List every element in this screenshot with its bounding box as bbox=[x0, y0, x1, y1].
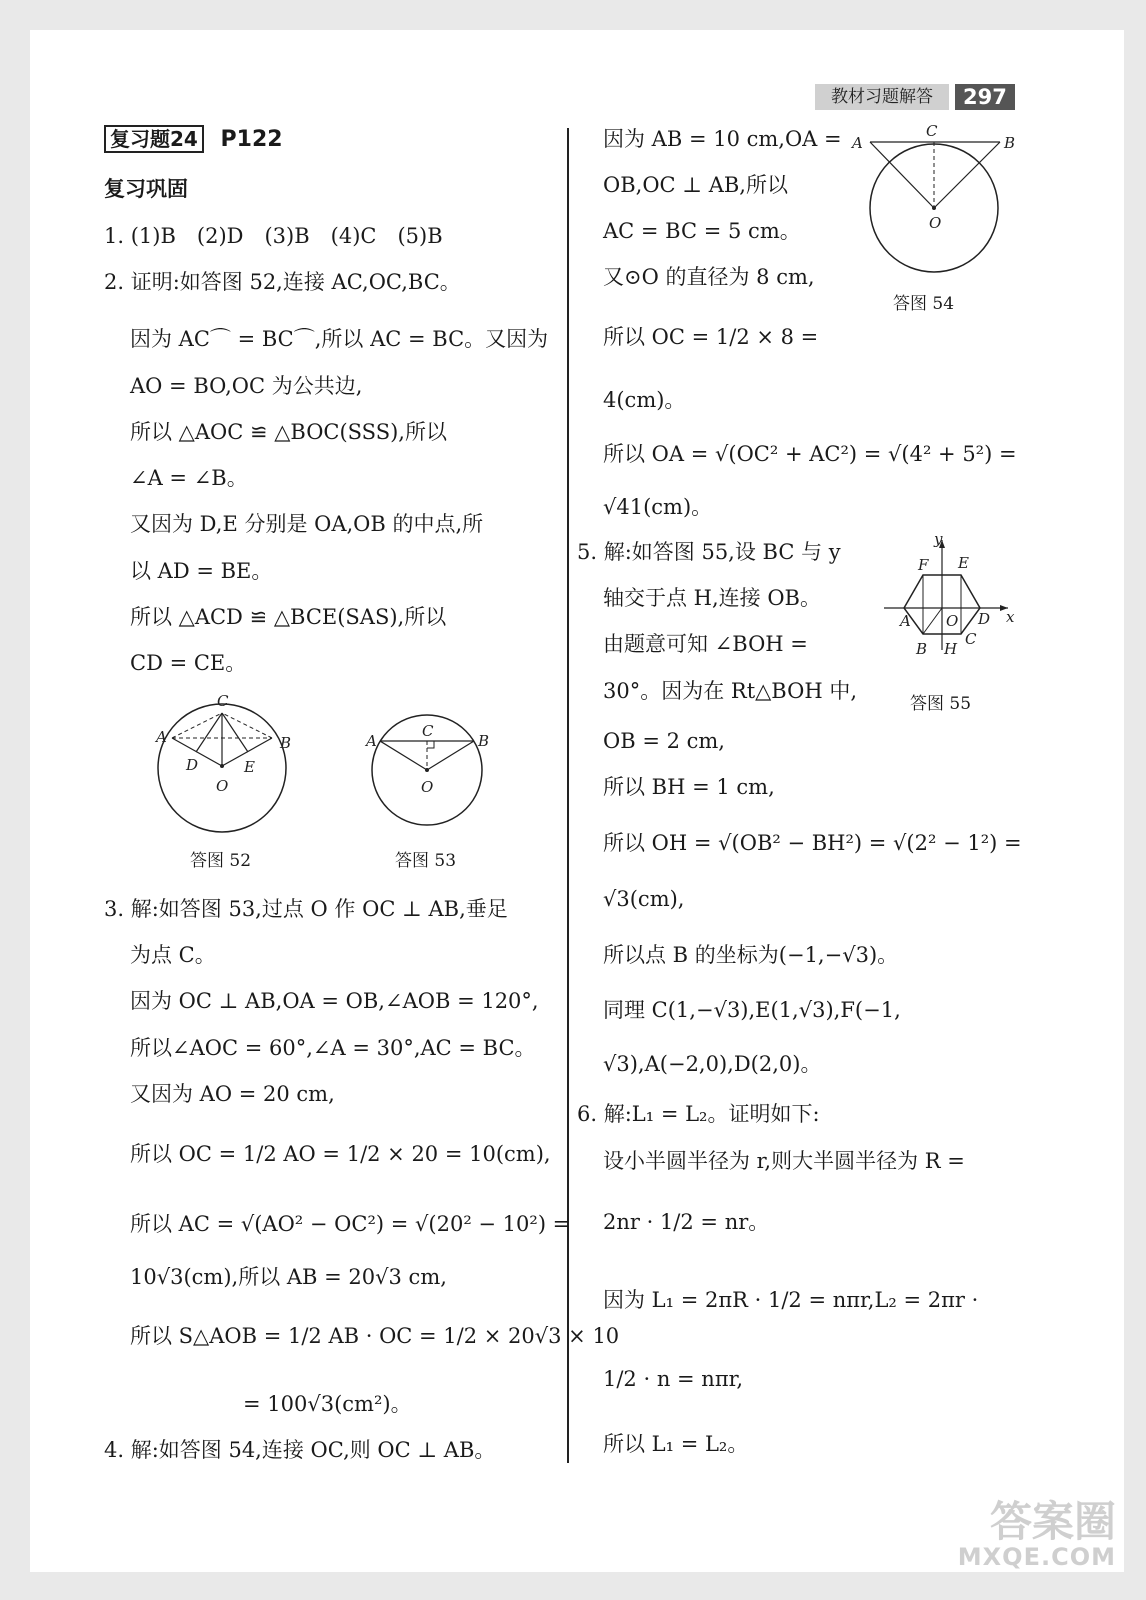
answer-line: = 100√3(cm²)。 bbox=[243, 1392, 412, 1416]
answer-line: 又因为 D,E 分别是 OA,OB 的中点,所 bbox=[130, 512, 484, 536]
figure-54 bbox=[848, 118, 1024, 288]
answer-line: 因为 OC ⊥ AB,OA = OB,∠AOB = 120°, bbox=[130, 989, 539, 1013]
scan-frame-left bbox=[0, 0, 30, 1600]
answer-line: 4. 解:如答图 54,连接 OC,则 OC ⊥ AB。 bbox=[104, 1438, 496, 1462]
answer-line: 设小半圆半径为 r,则大半圆半径为 R = bbox=[603, 1149, 965, 1173]
review-title-box: 复习题24 bbox=[104, 125, 204, 153]
answer-line: OB,OC ⊥ AB,所以 bbox=[603, 173, 788, 197]
fig54-label-c: C bbox=[926, 122, 938, 140]
scan-frame-top bbox=[0, 0, 1146, 30]
answer-line: 同理 C(1,−√3),E(1,√3),F(−1, bbox=[603, 998, 901, 1022]
review-title-page: P122 bbox=[220, 127, 283, 152]
answer-line: 2. 证明:如答图 52,连接 AC,OC,BC。 bbox=[104, 270, 461, 294]
fig55-label-h: H bbox=[944, 640, 958, 658]
answer-line: 所以 OA = √(OC² + AC²) = √(4² + 5²) = bbox=[603, 442, 1017, 466]
fig54-label-b: B bbox=[1004, 134, 1016, 152]
answer-line: 为点 C。 bbox=[130, 943, 216, 967]
fig55-label-e: E bbox=[958, 554, 969, 572]
answer-line: 又因为 AO = 20 cm, bbox=[130, 1082, 335, 1106]
answer-line: 5. 解:如答图 55,设 BC 与 y bbox=[577, 540, 841, 564]
figure-55 bbox=[880, 532, 1020, 664]
fig55-label-o: O bbox=[946, 612, 959, 630]
fig55-label-a: A bbox=[900, 612, 911, 630]
answer-line: √3(cm), bbox=[603, 887, 685, 911]
answer-line: 6. 解:L₁ = L₂。证明如下: bbox=[577, 1102, 820, 1126]
figure-52 bbox=[150, 688, 310, 848]
answer-line: 因为 L₁ = 2πR · 1/2 = nπr,L₂ = 2πr · bbox=[603, 1288, 979, 1312]
answer-line: 以 AD = BE。 bbox=[130, 559, 273, 583]
figure-52-caption: 答图 52 bbox=[190, 851, 252, 871]
answer-line: 所以 △AOC ≌ △BOC(SSS),所以 bbox=[130, 420, 447, 444]
fig54-label-a: A bbox=[852, 134, 863, 152]
review-title bbox=[104, 125, 283, 154]
fig55-label-y: y bbox=[934, 532, 943, 548]
fig53-label-c: C bbox=[422, 722, 434, 740]
fig55-label-c: C bbox=[965, 630, 977, 648]
answer-line: 所以 OC = 1/2 AO = 1/2 × 20 = 10(cm), bbox=[130, 1142, 551, 1166]
fig52-label-d: D bbox=[186, 756, 199, 774]
answer-line: OB = 2 cm, bbox=[603, 729, 725, 753]
answer-line: 所以 OC = 1/2 × 8 = bbox=[603, 325, 819, 349]
answer-line: 所以点 B 的坐标为(−1,−√3)。 bbox=[603, 943, 899, 967]
answer-line: 1. (1)B (2)D (3)B (4)C (5)B bbox=[104, 224, 443, 248]
fig53-label-a: A bbox=[366, 732, 377, 750]
scan-frame-right bbox=[1124, 0, 1146, 1600]
answer-line: 2nr · 1/2 = nr。 bbox=[603, 1210, 770, 1234]
fig52-label-o: O bbox=[216, 777, 229, 795]
fig55-label-b: B bbox=[916, 640, 928, 658]
page-number: 297 bbox=[955, 84, 1015, 110]
answer-line: √3),A(−2,0),D(2,0)。 bbox=[603, 1052, 822, 1076]
answer-line: 所以 S△AOB = 1/2 AB · OC = 1/2 × 20√3 × 10 bbox=[130, 1324, 620, 1348]
answer-line: 由题意可知 ∠BOH = bbox=[603, 632, 808, 656]
answer-line: 因为 AC⌒ = BC⌒,所以 AC = BC。又因为 bbox=[130, 327, 549, 351]
fig54-label-o: O bbox=[929, 214, 942, 232]
answer-line: √41(cm)。 bbox=[603, 495, 713, 519]
column-divider bbox=[567, 128, 569, 1463]
figure-53 bbox=[360, 708, 500, 848]
answer-line: 3. 解:如答图 53,过点 O 作 OC ⊥ AB,垂足 bbox=[104, 897, 508, 921]
answer-line: 所以 AC = √(AO² − OC²) = √(20² − 10²) = bbox=[130, 1212, 571, 1236]
answer-line: AO = BO,OC 为公共边, bbox=[130, 374, 363, 398]
page-header bbox=[815, 84, 1015, 110]
answer-line: CD = CE。 bbox=[130, 651, 247, 675]
figure-53-caption: 答图 53 bbox=[395, 851, 457, 871]
answer-line: 轴交于点 H,连接 OB。 bbox=[603, 586, 821, 610]
watermark bbox=[957, 1497, 1116, 1571]
scan-frame-bottom bbox=[0, 1572, 1146, 1600]
answer-line: 所以 △ACD ≌ △BCE(SAS),所以 bbox=[130, 605, 447, 629]
review-subtitle: 复习巩固 bbox=[104, 177, 188, 201]
answer-line: AC = BC = 5 cm。 bbox=[603, 219, 801, 243]
figure-55-caption: 答图 55 bbox=[910, 694, 972, 714]
answer-line: ∠A = ∠B。 bbox=[130, 466, 248, 490]
answer-line: 4(cm)。 bbox=[603, 388, 686, 412]
fig53-label-o: O bbox=[421, 778, 434, 796]
answer-line: 所以∠AOC = 60°,∠A = 30°,AC = BC。 bbox=[130, 1036, 536, 1060]
figure-54-caption: 答图 54 bbox=[893, 294, 955, 314]
section-title: 教材习题解答 bbox=[815, 84, 949, 110]
answer-line: 1/2 · n = nπr, bbox=[603, 1367, 744, 1391]
answer-line: 因为 AB = 10 cm,OA = bbox=[603, 127, 842, 151]
answer-line: 所以 OH = √(OB² − BH²) = √(2² − 1²) = bbox=[603, 831, 1022, 855]
answer-line: 又⊙O 的直径为 8 cm, bbox=[603, 265, 815, 289]
answer-line: 所以 BH = 1 cm, bbox=[603, 775, 775, 799]
fig52-label-a: A bbox=[156, 728, 167, 746]
answer-line: 30°。因为在 Rt△BOH 中, bbox=[603, 679, 857, 703]
answer-line: 10√3(cm),所以 AB = 20√3 cm, bbox=[130, 1265, 447, 1289]
fig52-label-b: B bbox=[280, 734, 292, 752]
answer-line: 所以 L₁ = L₂。 bbox=[603, 1432, 749, 1456]
fig55-label-d: D bbox=[978, 610, 991, 628]
fig52-label-c: C bbox=[217, 692, 229, 710]
watermark-url: MXQE.COM bbox=[957, 1543, 1116, 1571]
fig52-label-e: E bbox=[244, 758, 255, 776]
fig53-label-b: B bbox=[478, 732, 490, 750]
fig55-label-x: x bbox=[1006, 608, 1015, 626]
watermark-brand: 答案圈 bbox=[989, 1497, 1116, 1546]
fig55-label-f: F bbox=[918, 556, 929, 574]
